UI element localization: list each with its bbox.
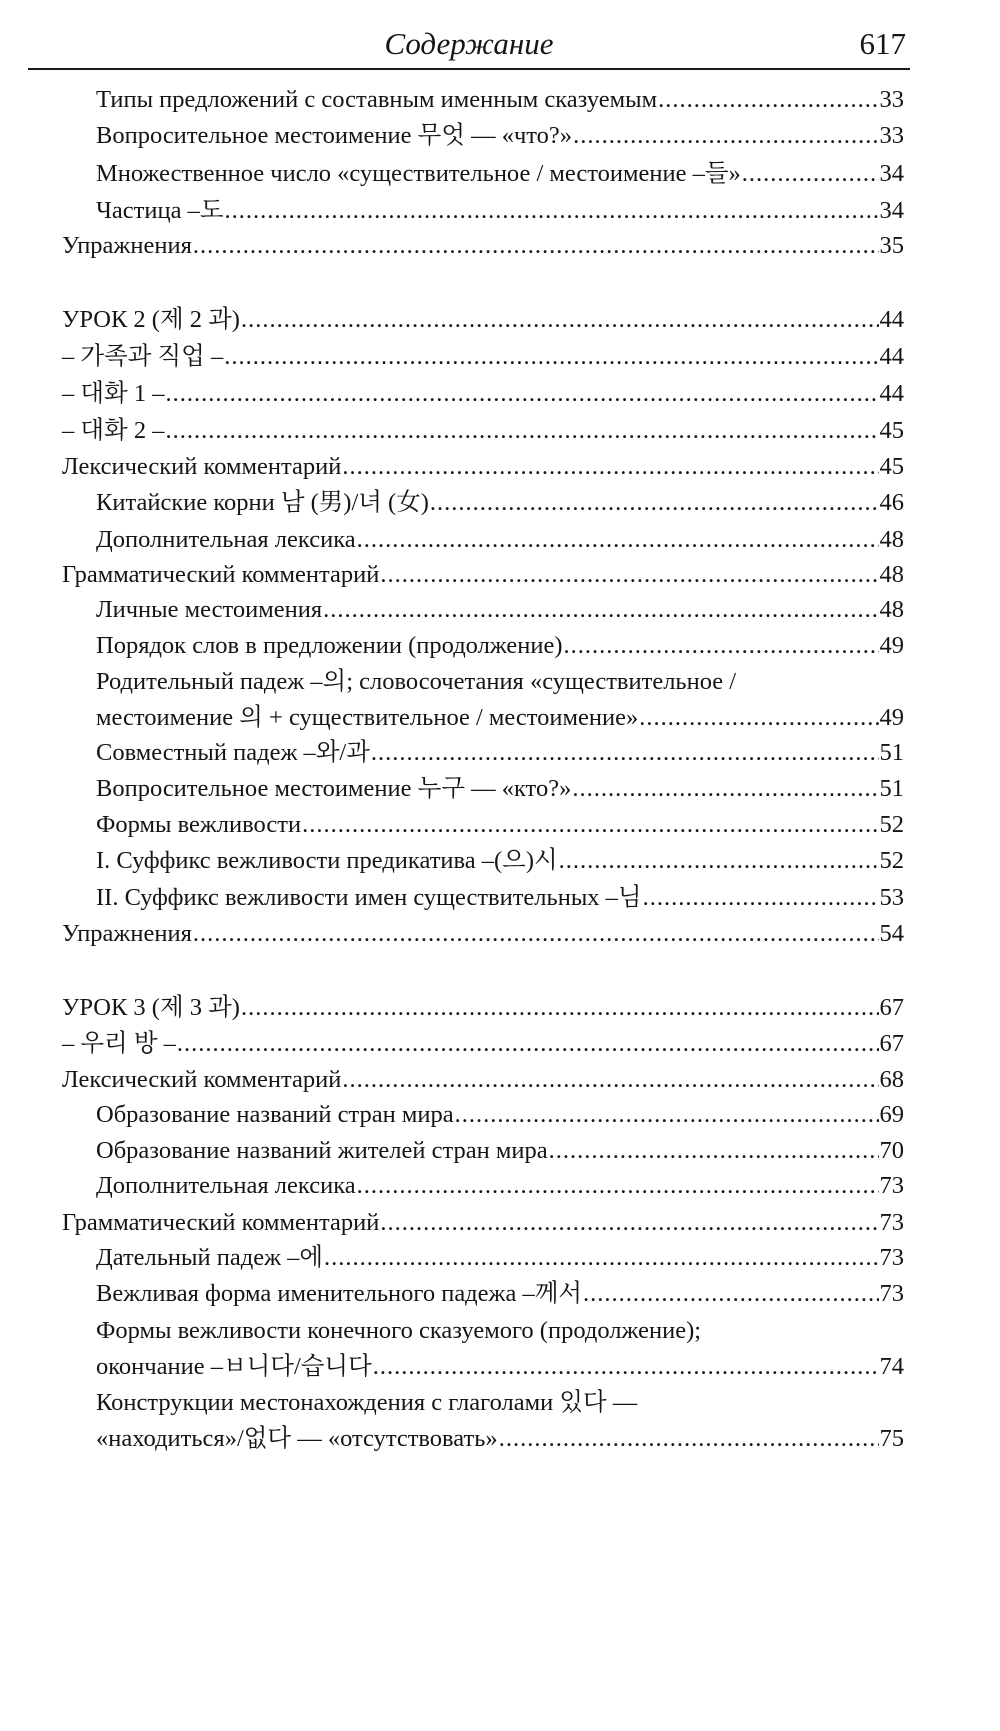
toc-entry-text: Формы вежливости <box>96 811 302 838</box>
toc-entry-text: Дательный падеж –에 <box>96 1244 324 1271</box>
toc-entry[interactable] <box>62 994 904 1022</box>
toc-entry-page: 48 <box>879 561 904 588</box>
toc-entry-text: Совместный падеж –와/과 <box>96 739 370 766</box>
toc-entry[interactable] <box>62 561 904 589</box>
toc-entry-text: Личные местоимения <box>96 596 323 623</box>
toc-entry-page: 67 <box>879 994 904 1021</box>
toc-entry[interactable] <box>96 86 904 114</box>
toc-entry-text: Грамматический комментарий <box>62 1209 380 1236</box>
toc-entry-text: – 대화 1 – <box>62 380 165 407</box>
toc-entry-page: 52 <box>879 811 904 838</box>
toc-entry-text: Лексический комментарий <box>62 453 342 480</box>
dot-leader <box>380 561 878 589</box>
toc-entry-page: 68 <box>879 1066 904 1093</box>
dot-leader <box>241 994 879 1022</box>
toc-entry-page: 51 <box>879 775 904 802</box>
toc-entry-page: 73 <box>879 1280 904 1307</box>
toc-entry-text: Порядок слов в предложении (продолжение) <box>96 632 563 659</box>
dot-leader <box>373 1353 879 1381</box>
toc-entry-text: Образование названий жителей стран мира <box>96 1137 548 1164</box>
toc-entry[interactable] <box>96 1101 904 1129</box>
toc-entry[interactable] <box>62 417 904 445</box>
toc-entry[interactable] <box>96 596 904 624</box>
dot-leader <box>380 1209 878 1237</box>
dot-leader <box>241 306 879 334</box>
dot-leader <box>658 86 878 114</box>
toc-entry-page: 46 <box>879 489 904 516</box>
toc-entry-page: 44 <box>879 380 904 407</box>
toc-entry[interactable] <box>62 343 904 371</box>
dot-leader <box>193 232 879 260</box>
page-header <box>28 16 910 70</box>
dot-leader <box>643 884 879 912</box>
dot-leader <box>430 489 879 517</box>
toc-entry[interactable] <box>96 632 904 660</box>
toc-entry-page: 48 <box>879 526 904 553</box>
toc-entry-page: 44 <box>879 343 904 370</box>
dot-leader <box>742 160 879 188</box>
toc-entry[interactable] <box>96 1389 904 1453</box>
toc-entry[interactable] <box>62 920 904 948</box>
dot-leader <box>165 417 878 445</box>
toc-entry-page: 35 <box>879 232 904 259</box>
toc-entry[interactable] <box>96 884 904 912</box>
toc-entry[interactable] <box>62 1209 904 1237</box>
toc-entry-text: Упражнения <box>62 232 192 259</box>
toc-entry-page: 48 <box>879 596 904 623</box>
toc-entry[interactable] <box>96 668 904 732</box>
toc-entry-text: местоимение 의 + существительное / местоимение» <box>96 704 639 731</box>
toc-entry-text: Лексический комментарий <box>62 1066 342 1093</box>
toc-entry[interactable] <box>96 847 904 875</box>
toc-entry[interactable] <box>62 306 904 334</box>
toc-entry[interactable] <box>96 1317 904 1381</box>
running-title: Содержание <box>384 26 554 61</box>
toc-entry-page: 49 <box>879 704 904 731</box>
toc-entry-text: Китайские корни 남 (男)/녀 (女) <box>96 489 429 516</box>
toc-entry-text-line1: Формы вежливости конечного сказуемого (продолжение); <box>96 1317 702 1344</box>
dot-leader <box>193 920 879 948</box>
toc-entry[interactable] <box>96 811 904 839</box>
toc-entry-text: Дополнительная лексика <box>96 1172 356 1199</box>
dot-leader <box>323 596 878 624</box>
toc-entry-text: окончание –ㅂ니다/습니다 <box>96 1353 372 1380</box>
toc-entry[interactable] <box>96 122 904 150</box>
toc-entry-page: 33 <box>879 122 904 149</box>
toc-entry-text: Дополнительная лексика <box>96 526 356 553</box>
toc-entry[interactable] <box>96 197 904 225</box>
toc-entry[interactable] <box>96 160 904 188</box>
dot-leader <box>357 526 879 554</box>
dot-leader <box>572 775 878 803</box>
toc-entry-page: 54 <box>879 920 904 947</box>
toc-entry[interactable] <box>96 775 904 803</box>
dot-leader <box>324 1244 878 1272</box>
toc-entry-page: 73 <box>879 1244 904 1271</box>
toc-entry-text: II. Суффикс вежливости имен существительных –님 <box>96 884 642 911</box>
dot-leader <box>559 847 879 875</box>
toc-entry-page: 73 <box>879 1172 904 1199</box>
toc-entry-text: I. Суффикс вежливости предикатива –(으)시 <box>96 847 558 874</box>
toc-entry-page: 45 <box>879 417 904 444</box>
page-number: 617 <box>859 26 906 61</box>
dot-leader <box>225 197 879 225</box>
toc-entry[interactable] <box>62 453 904 481</box>
toc-entry-text: Частица –도 <box>96 197 224 224</box>
toc-entry-page: 70 <box>879 1137 904 1164</box>
dot-leader <box>177 1030 879 1058</box>
toc-entry[interactable] <box>96 739 904 767</box>
dot-leader <box>499 1425 879 1453</box>
dot-leader <box>224 343 878 371</box>
toc-entry-text: – 우리 방 – <box>62 1030 176 1057</box>
dot-leader <box>583 1280 878 1308</box>
dot-leader <box>573 122 878 150</box>
dot-leader <box>302 811 878 839</box>
toc-entry-text: Вопросительное местоимение 무엇 — «что?» <box>96 122 573 149</box>
toc-entry-text: Образование названий стран мира <box>96 1101 454 1128</box>
toc-entry-text-line1: Родительный падеж –의; словосочетания «существительное / <box>96 668 737 695</box>
toc-entry-page: 51 <box>879 739 904 766</box>
dot-leader <box>342 1066 878 1094</box>
toc-entry-page: 49 <box>879 632 904 659</box>
dot-leader <box>455 1101 879 1129</box>
toc-entry-page: 67 <box>879 1030 904 1057</box>
toc-entry[interactable] <box>96 526 904 554</box>
dot-leader <box>639 704 878 732</box>
toc-entry[interactable] <box>62 380 904 408</box>
toc-entry[interactable] <box>62 1066 904 1094</box>
toc-entry-text: Упражнения <box>62 920 192 947</box>
toc-entry[interactable] <box>62 232 904 260</box>
toc-entry-text: Грамматический комментарий <box>62 561 380 588</box>
dot-leader <box>371 739 879 767</box>
toc-entry-page: 33 <box>879 86 904 113</box>
toc-entry-text: – 가족과 직업 – <box>62 343 224 370</box>
toc-entry[interactable] <box>96 489 904 517</box>
toc-entry-text: УРОК 2 (제 2 과) <box>62 306 240 333</box>
toc-entry[interactable] <box>96 1280 904 1308</box>
dot-leader <box>342 453 878 481</box>
dot-leader <box>564 632 879 660</box>
toc-entry-page: 52 <box>879 847 904 874</box>
toc-entry-page: 53 <box>879 884 904 911</box>
toc-entry-text: Вопросительное местоимение 누구 — «кто?» <box>96 775 572 802</box>
toc-entry-text: «находиться»/없다 — «отсутствовать» <box>96 1425 498 1452</box>
toc-entry-text: – 대화 2 – <box>62 417 165 444</box>
toc-entry[interactable] <box>96 1137 904 1165</box>
dot-leader <box>357 1172 879 1200</box>
toc-entry-page: 69 <box>879 1101 904 1128</box>
toc-entry-page: 34 <box>879 160 904 187</box>
toc-entry-page: 45 <box>879 453 904 480</box>
dot-leader <box>165 380 878 408</box>
toc-entry-page: 73 <box>879 1209 904 1236</box>
dot-leader <box>549 1137 879 1165</box>
toc-entry-text-line1: Конструкции местонахождения с глаголами 있다 — <box>96 1389 638 1416</box>
toc-entry-page: 44 <box>879 306 904 333</box>
toc-entry-page: 74 <box>879 1353 904 1380</box>
toc-entry-text: Вежливая форма именительного падежа –께서 <box>96 1280 583 1307</box>
toc-entry[interactable] <box>62 1030 904 1058</box>
toc-entry[interactable] <box>96 1244 904 1272</box>
toc-entry-text: УРОК 3 (제 3 과) <box>62 994 240 1021</box>
toc-entry-page: 34 <box>879 197 904 224</box>
toc-entry-page: 75 <box>879 1425 904 1452</box>
toc-entry-text: Типы предложений с составным именным сказуемым <box>96 86 658 113</box>
toc-entry[interactable] <box>96 1172 904 1200</box>
toc-entry-text: Множественное число «существительное / местоимение –들» <box>96 160 741 187</box>
